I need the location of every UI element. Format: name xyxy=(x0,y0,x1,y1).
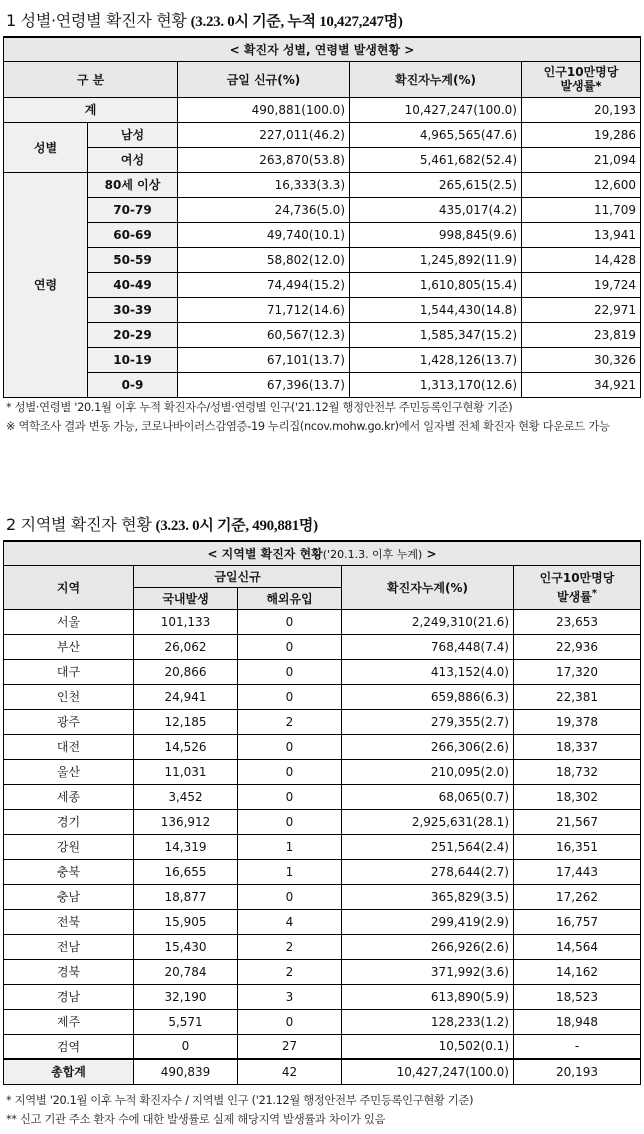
region-name: 검역 xyxy=(4,1034,134,1059)
region-total-row xyxy=(4,1059,641,1084)
section1-title-text: 1 성별·연령별 확진자 현황 xyxy=(6,11,187,30)
region-caption-text: < 지역별 확진자 현황 xyxy=(207,546,323,561)
section1-note-1: * 성별·연령별 '20.1월 이후 누적 확진자수/성별·연령별 인구('21.12월 행정안전부 주민등록인구현황 기준) xyxy=(6,401,513,414)
region-overseas: 0 xyxy=(238,759,342,784)
region-domestic: 0 xyxy=(134,1034,238,1059)
table-row xyxy=(4,1009,641,1034)
region-domestic: 14,526 xyxy=(134,734,238,759)
region-name: 대전 xyxy=(4,734,134,759)
region-name: 인천 xyxy=(4,684,134,709)
section2-note-2: ** 신고 기관 주소 환자 수에 대한 발생률로 실제 해당지역 발생률과 차이가 있음 xyxy=(6,1113,386,1126)
region-domestic: 15,905 xyxy=(134,909,238,934)
region-rate: 19,378 xyxy=(514,709,641,734)
region-cumulative: 251,564(2.4) xyxy=(342,834,514,859)
row-new-today: 24,736(5.0) xyxy=(178,197,350,222)
section2-notes xyxy=(6,1091,638,1129)
table-row xyxy=(4,859,641,884)
region-cumulative: 2,925,631(28.1) xyxy=(342,809,514,834)
section1-note-2: ※ 역학조사 결과 변동 가능, 코로나바이러스감염증-19 누리집(ncov.mohw.go.kr)에서 일자별 전체 확진자 현황 다운로드 가능 xyxy=(6,420,610,433)
region-name: 충북 xyxy=(4,859,134,884)
row-label: 10-19 xyxy=(88,347,178,372)
region-overseas: 3 xyxy=(238,984,342,1009)
region-header-row-1 xyxy=(4,565,641,587)
region-table xyxy=(3,540,641,1085)
region-overseas: 0 xyxy=(238,734,342,759)
region-domestic: 26,062 xyxy=(134,634,238,659)
row-new-today: 263,870(53.8) xyxy=(178,147,350,172)
region-cumulative: 278,644(2.7) xyxy=(342,859,514,884)
header-rate-line2: 발생률* xyxy=(560,79,602,93)
table-row xyxy=(4,609,641,634)
sex-age-table-caption xyxy=(4,37,641,61)
table-row xyxy=(4,347,641,372)
row-cumulative: 5,461,682(52.4) xyxy=(350,147,522,172)
region-cumulative: 613,890(5.9) xyxy=(342,984,514,1009)
region-table-caption xyxy=(4,541,641,565)
region-domestic: 20,784 xyxy=(134,959,238,984)
region-cumulative: 210,095(2.0) xyxy=(342,759,514,784)
region-caption-cell xyxy=(4,541,641,565)
region-name: 경기 xyxy=(4,809,134,834)
region-total-label: 총합계 xyxy=(4,1059,134,1084)
region-rate: 22,381 xyxy=(514,684,641,709)
section2-title-text: 2 지역별 확진자 현황 xyxy=(6,515,152,534)
region-overseas: 1 xyxy=(238,859,342,884)
region-overseas: 0 xyxy=(238,609,342,634)
table-row xyxy=(4,272,641,297)
row-cumulative: 1,245,892(11.9) xyxy=(350,247,522,272)
row-cumulative: 4,965,565(47.6) xyxy=(350,122,522,147)
section1-notes xyxy=(6,398,638,436)
row-new-today: 16,333(3.3) xyxy=(178,172,350,197)
section1-title xyxy=(6,8,403,31)
region-cumulative: 2,249,310(21.6) xyxy=(342,609,514,634)
table-row xyxy=(4,984,641,1009)
region-rate: 14,564 xyxy=(514,934,641,959)
table-row xyxy=(4,709,641,734)
region-domestic: 11,031 xyxy=(134,759,238,784)
section2-title xyxy=(6,512,318,535)
region-cumulative: 128,233(1.2) xyxy=(342,1009,514,1034)
header-region-rate-star: * xyxy=(591,587,598,599)
row-cumulative: 1,610,805(15.4) xyxy=(350,272,522,297)
table-row xyxy=(4,784,641,809)
table-row xyxy=(4,909,641,934)
region-rate: 18,302 xyxy=(514,784,641,809)
row-rate: 34,921 xyxy=(522,372,641,397)
region-overseas: 27 xyxy=(238,1034,342,1059)
row-rate: 19,724 xyxy=(522,272,641,297)
table-row xyxy=(4,1034,641,1059)
region-cumulative: 413,152(4.0) xyxy=(342,659,514,684)
region-rate: 16,757 xyxy=(514,909,641,934)
region-cumulative: 659,886(6.3) xyxy=(342,684,514,709)
region-rate: - xyxy=(514,1034,641,1059)
region-overseas: 0 xyxy=(238,784,342,809)
region-total-cumulative: 10,427,247(100.0) xyxy=(342,1059,514,1084)
row-new-today: 67,396(13.7) xyxy=(178,372,350,397)
row-rate: 21,094 xyxy=(522,147,641,172)
row-new-today: 71,712(14.6) xyxy=(178,297,350,322)
row-new-today: 60,567(12.3) xyxy=(178,322,350,347)
region-domestic: 101,133 xyxy=(134,609,238,634)
region-domestic: 3,452 xyxy=(134,784,238,809)
row-label: 여성 xyxy=(88,147,178,172)
total-rate: 20,193 xyxy=(522,97,641,122)
row-label: 70-79 xyxy=(88,197,178,222)
region-caption-period: ('20.1.3. 이후 누계) xyxy=(322,547,423,561)
row-new-today: 227,011(46.2) xyxy=(178,122,350,147)
region-domestic: 20,866 xyxy=(134,659,238,684)
region-overseas: 0 xyxy=(238,634,342,659)
row-cumulative: 1,544,430(14.8) xyxy=(350,297,522,322)
region-overseas: 4 xyxy=(238,909,342,934)
region-cumulative: 266,926(2.6) xyxy=(342,934,514,959)
region-rate: 18,732 xyxy=(514,759,641,784)
region-name: 부산 xyxy=(4,634,134,659)
region-cumulative: 10,502(0.1) xyxy=(342,1034,514,1059)
header-overseas: 해외유입 xyxy=(238,587,342,609)
region-name: 경북 xyxy=(4,959,134,984)
row-new-today: 74,494(15.2) xyxy=(178,272,350,297)
header-region-rate-line2: 발생률 xyxy=(557,589,592,604)
table-row xyxy=(4,122,641,147)
region-name: 울산 xyxy=(4,759,134,784)
region-rate: 16,351 xyxy=(514,834,641,859)
region-cumulative: 279,355(2.7) xyxy=(342,709,514,734)
row-new-today: 67,101(13.7) xyxy=(178,347,350,372)
region-name: 전북 xyxy=(4,909,134,934)
region-domestic: 16,655 xyxy=(134,859,238,884)
row-rate: 30,326 xyxy=(522,347,641,372)
row-rate: 12,600 xyxy=(522,172,641,197)
row-rate: 23,819 xyxy=(522,322,641,347)
region-overseas: 0 xyxy=(238,659,342,684)
row-rate: 11,709 xyxy=(522,197,641,222)
region-overseas: 0 xyxy=(238,684,342,709)
region-overseas: 2 xyxy=(238,934,342,959)
header-cumulative: 확진자누계(%) xyxy=(350,61,522,97)
table-row xyxy=(4,759,641,784)
region-rate: 22,936 xyxy=(514,634,641,659)
row-cumulative: 1,428,126(13.7) xyxy=(350,347,522,372)
row-cumulative: 998,845(9.6) xyxy=(350,222,522,247)
region-caption-end: > xyxy=(422,546,437,561)
table-row xyxy=(4,809,641,834)
region-domestic: 14,319 xyxy=(134,834,238,859)
table-row xyxy=(4,197,641,222)
total-label: 계 xyxy=(4,97,178,122)
row-label: 80세 이상 xyxy=(88,172,178,197)
row-rate: 14,428 xyxy=(522,247,641,272)
sex-group-label: 성별 xyxy=(4,122,88,172)
region-rows xyxy=(4,609,641,1059)
table-row xyxy=(4,734,641,759)
region-name: 경남 xyxy=(4,984,134,1009)
table-row xyxy=(4,147,641,172)
section2-note-1: * 지역별 '20.1월 이후 누적 확진자수 / 지역별 인구 ('21.12월 행정안전부 주민등록인구현황 기준) xyxy=(6,1094,474,1107)
region-domestic: 32,190 xyxy=(134,984,238,1009)
header-rate xyxy=(522,61,641,97)
row-label: 0-9 xyxy=(88,372,178,397)
header-category: 구 분 xyxy=(4,61,178,97)
table-row xyxy=(4,222,641,247)
region-name: 서울 xyxy=(4,609,134,634)
row-cumulative: 1,313,170(12.6) xyxy=(350,372,522,397)
region-rate: 17,443 xyxy=(514,859,641,884)
table-row xyxy=(4,297,641,322)
region-rate: 17,262 xyxy=(514,884,641,909)
region-rate: 21,567 xyxy=(514,809,641,834)
region-total-domestic: 490,839 xyxy=(134,1059,238,1084)
region-overseas: 1 xyxy=(238,834,342,859)
total-new-today: 490,881(100.0) xyxy=(178,97,350,122)
table-row xyxy=(4,959,641,984)
sex-age-header-row xyxy=(4,61,641,97)
total-row xyxy=(4,97,641,122)
region-overseas: 2 xyxy=(238,959,342,984)
age-rows xyxy=(4,172,641,397)
region-cumulative: 768,448(7.4) xyxy=(342,634,514,659)
row-cumulative: 435,017(4.2) xyxy=(350,197,522,222)
sex-age-table xyxy=(3,36,641,398)
row-label: 30-39 xyxy=(88,297,178,322)
region-cumulative: 371,992(3.6) xyxy=(342,959,514,984)
row-rate: 19,286 xyxy=(522,122,641,147)
region-rate: 18,523 xyxy=(514,984,641,1009)
row-rate: 13,941 xyxy=(522,222,641,247)
header-rate-line1: 인구10만명당 xyxy=(543,65,619,79)
table-row xyxy=(4,934,641,959)
region-cumulative: 266,306(2.6) xyxy=(342,734,514,759)
region-name: 세종 xyxy=(4,784,134,809)
sex-rows xyxy=(4,122,641,172)
header-region: 지역 xyxy=(4,565,134,609)
table-row xyxy=(4,372,641,397)
region-rate: 18,337 xyxy=(514,734,641,759)
section1-subtitle: (3.23. 0시 기준, 누적 10,427,247명) xyxy=(190,14,403,30)
region-rate: 17,320 xyxy=(514,659,641,684)
row-rate: 22,971 xyxy=(522,297,641,322)
region-name: 전남 xyxy=(4,934,134,959)
sex-age-caption-text: < 확진자 성별, 연령별 발생현황 > xyxy=(4,37,641,61)
region-domestic: 5,571 xyxy=(134,1009,238,1034)
row-label: 40-49 xyxy=(88,272,178,297)
row-cumulative: 1,585,347(15.2) xyxy=(350,322,522,347)
region-overseas: 0 xyxy=(238,884,342,909)
row-new-today: 49,740(10.1) xyxy=(178,222,350,247)
region-name: 제주 xyxy=(4,1009,134,1034)
region-overseas: 0 xyxy=(238,1009,342,1034)
age-group-label: 연령 xyxy=(4,172,88,397)
table-row xyxy=(4,634,641,659)
region-cumulative: 68,065(0.7) xyxy=(342,784,514,809)
region-domestic: 12,185 xyxy=(134,709,238,734)
header-new-today: 금일 신규(%) xyxy=(178,61,350,97)
row-new-today: 58,802(12.0) xyxy=(178,247,350,272)
table-row xyxy=(4,659,641,684)
header-region-rate xyxy=(514,565,641,609)
region-total-rate: 20,193 xyxy=(514,1059,641,1084)
region-name: 대구 xyxy=(4,659,134,684)
region-total-overseas: 42 xyxy=(238,1059,342,1084)
region-name: 강원 xyxy=(4,834,134,859)
region-overseas: 0 xyxy=(238,809,342,834)
region-cumulative: 365,829(3.5) xyxy=(342,884,514,909)
header-domestic: 국내발생 xyxy=(134,587,238,609)
header-new-today-group: 금일신규 xyxy=(134,565,342,587)
table-row xyxy=(4,172,641,197)
region-overseas: 2 xyxy=(238,709,342,734)
row-label: 20-29 xyxy=(88,322,178,347)
region-domestic: 24,941 xyxy=(134,684,238,709)
row-cumulative: 265,615(2.5) xyxy=(350,172,522,197)
row-label: 남성 xyxy=(88,122,178,147)
region-domestic: 15,430 xyxy=(134,934,238,959)
row-label: 60-69 xyxy=(88,222,178,247)
table-row xyxy=(4,684,641,709)
region-name: 충남 xyxy=(4,884,134,909)
region-rate: 14,162 xyxy=(514,959,641,984)
region-name: 광주 xyxy=(4,709,134,734)
region-rate: 18,948 xyxy=(514,1009,641,1034)
header-region-rate-line1: 인구10만명당 xyxy=(539,570,615,585)
region-cumulative: 299,419(2.9) xyxy=(342,909,514,934)
total-cumulative: 10,427,247(100.0) xyxy=(350,97,522,122)
region-domestic: 136,912 xyxy=(134,809,238,834)
row-label: 50-59 xyxy=(88,247,178,272)
region-domestic: 18,877 xyxy=(134,884,238,909)
region-rate: 23,653 xyxy=(514,609,641,634)
table-row xyxy=(4,322,641,347)
table-row xyxy=(4,247,641,272)
table-row xyxy=(4,884,641,909)
header-region-cumulative: 확진자누계(%) xyxy=(342,565,514,609)
section2-subtitle: (3.23. 0시 기준, 490,881명) xyxy=(155,518,318,534)
table-row xyxy=(4,834,641,859)
